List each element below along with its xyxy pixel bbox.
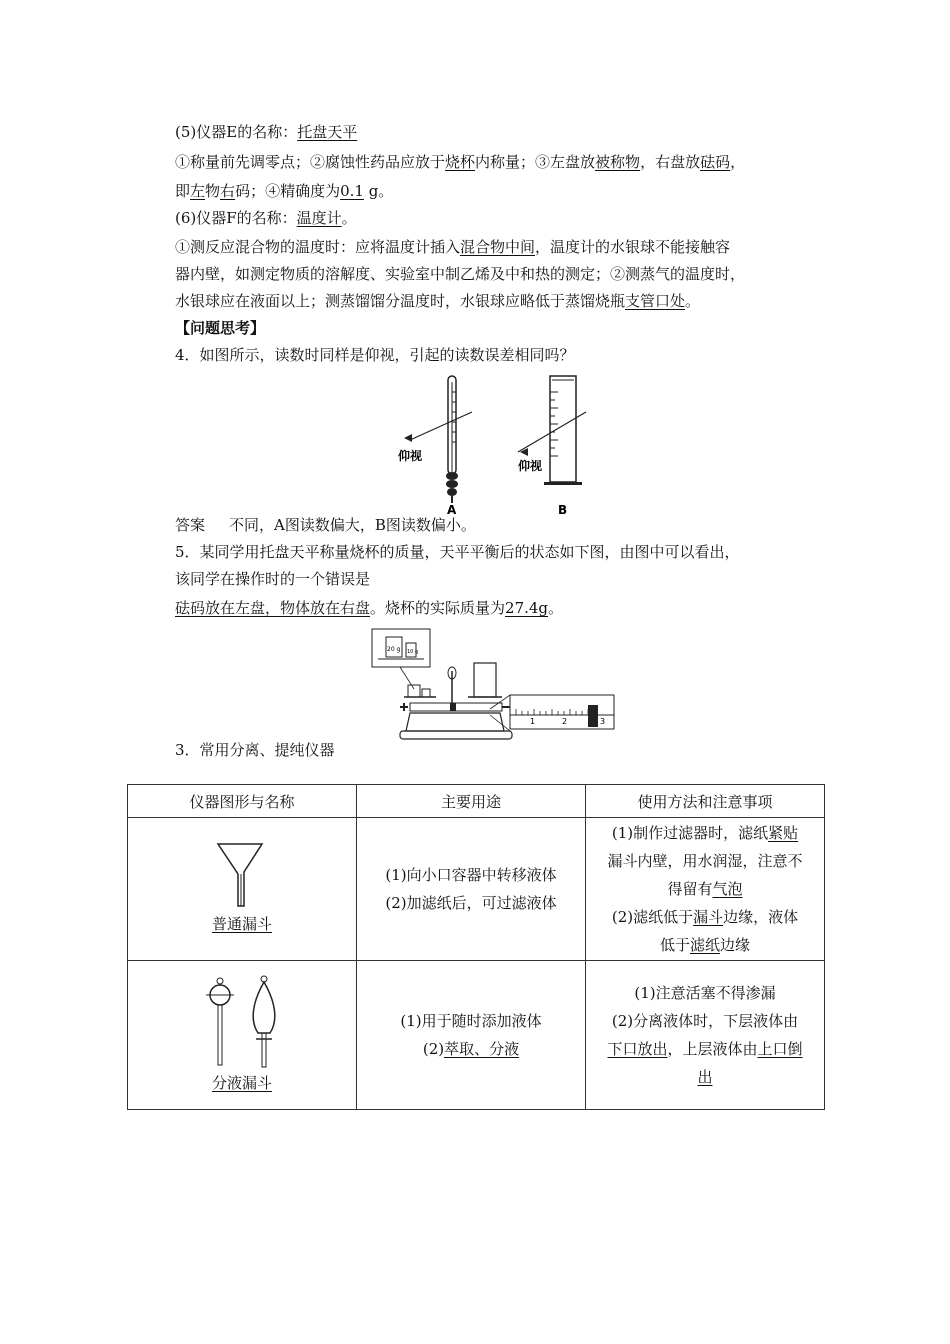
question-5-line1: 5．某同学用托盘天平称量烧杯的质量，天平平衡后的状态如下图，由图中可以看出， <box>175 543 740 561</box>
text: 低于 <box>659 936 690 954</box>
section6-line1 <box>175 236 730 258</box>
text: 得留有 <box>667 880 713 898</box>
text: (1)注意活塞不得渗漏 <box>634 984 776 1002</box>
rider <box>588 705 598 727</box>
section5-line2 <box>175 180 393 202</box>
text: g。 <box>363 182 394 200</box>
text: 水银球应在液面以上；测蒸馏馏分温度时，水银球应略低于蒸馏烧瓶 <box>175 292 626 310</box>
section5-title <box>175 121 357 143</box>
sight-line-a <box>410 412 472 440</box>
text: ，右盘放 <box>640 153 701 171</box>
col-header-notes: 使用方法和注意事项 <box>586 785 825 818</box>
thinking-heading: 【问题思考】 <box>175 319 266 337</box>
answer-text: 不同，A图读数偏大，B图读数偏小。 <box>229 516 476 534</box>
label-a: A <box>447 503 457 517</box>
scale-tick-3: 3 <box>600 717 606 726</box>
reading-figure <box>390 372 600 518</box>
weight-20g-label: 20 g <box>387 646 401 653</box>
text: (1)制作过滤器时，滤纸 <box>611 824 769 842</box>
table-header-row <box>128 785 825 818</box>
answer: 砝码 <box>700 153 731 171</box>
label-view-a: 仰视 <box>398 449 423 463</box>
answer: 滤纸 <box>689 936 720 954</box>
funnel-use-2: (2)加滤纸后，可过滤液体 <box>385 894 557 912</box>
section6-title-prefix: (6)仪器F的名称： <box>175 209 297 227</box>
scale-tick-2: 2 <box>562 717 568 726</box>
answer: 被称物 <box>595 153 641 171</box>
inset-box <box>372 629 430 667</box>
table-row <box>128 961 825 1110</box>
answer-5 <box>175 597 563 619</box>
text: (2) <box>422 1040 445 1058</box>
section6-answer-name: 温度计 <box>296 209 342 227</box>
label-b: B <box>558 503 568 517</box>
answer: 支管口处 <box>625 292 686 310</box>
text: 即 <box>175 182 191 200</box>
section6-line3 <box>175 290 700 312</box>
text: 漏斗内壁，用水润湿，注意不 <box>607 852 803 870</box>
text: 边缘，液体 <box>723 908 799 926</box>
answer: 出 <box>697 1068 713 1086</box>
sep-funnel-cell <box>128 961 357 1110</box>
answer: 紧贴 <box>768 824 799 842</box>
answer: 漏斗 <box>693 908 724 926</box>
text: 。 <box>548 599 564 617</box>
funnel-notes-cell <box>586 818 825 961</box>
scale-tick-1: 1 <box>530 717 536 726</box>
text: 边缘 <box>720 936 751 954</box>
text: (2)分离液体时，下层液体由 <box>611 1012 799 1030</box>
funnel-icon <box>212 840 272 910</box>
answer: 气泡 <box>712 880 743 898</box>
answer: 上口倒 <box>757 1040 803 1058</box>
funnel-cell <box>128 818 357 961</box>
answer-label: 答案 <box>175 516 206 534</box>
table-row <box>128 818 825 961</box>
separation-instruments-table <box>127 784 825 1110</box>
sep-funnel-notes-cell <box>586 961 825 1110</box>
balance-base <box>406 713 504 731</box>
sep-funnel-name: 分液漏斗 <box>211 1074 272 1092</box>
answer: 左 <box>190 182 206 200</box>
text: 码；④精确度为 <box>235 182 341 200</box>
section5-answer-name: 托盘天平 <box>297 123 358 141</box>
answer: 0.1 <box>340 182 364 200</box>
section5-line1 <box>175 151 745 173</box>
text: ， <box>730 153 746 171</box>
answer: 右 <box>220 182 236 200</box>
weight-10g-label: 10 g <box>407 649 419 655</box>
answer: 烧杯 <box>445 153 476 171</box>
text: 。 <box>341 209 357 227</box>
section3-heading: 3．常用分离、提纯仪器 <box>175 741 335 759</box>
text: 物 <box>205 182 221 200</box>
answer: 砝码放在左盘，物体放在右盘 <box>175 599 371 617</box>
eye-icon <box>404 434 412 442</box>
section6-line2: 器内壁，如测定物质的溶解度、实验室中制乙烯及中和热的测定；②测蒸气的温度时， <box>175 265 746 283</box>
question-4: 4．如图所示，读数时同样是仰视，引起的读数误差相同吗？ <box>175 346 575 364</box>
funnel-use-1: (1)向小口容器中转移液体 <box>385 866 557 884</box>
answer: 下口放出 <box>607 1040 668 1058</box>
text: 。烧杯的实际质量为 <box>370 599 506 617</box>
section5-title-prefix: (5)仪器E的名称： <box>175 123 298 141</box>
text: ，上层液体由 <box>667 1040 758 1058</box>
answer-4 <box>175 514 476 536</box>
col-header-use: 主要用途 <box>357 785 586 818</box>
answer: 27.4g <box>505 599 549 617</box>
sep-funnel-use-cell <box>357 961 586 1110</box>
text: 。 <box>685 292 701 310</box>
text: ①测反应混合物的温度时：应将温度计插入 <box>175 238 461 256</box>
cylinder-b <box>544 376 582 485</box>
sep-funnel-use-1: (1)用于随时添加液体 <box>400 1012 542 1030</box>
text: ①称量前先调零点；②腐蚀性药品应放于 <box>175 153 446 171</box>
balance-figure <box>370 627 618 745</box>
label-view-b: 仰视 <box>518 459 543 473</box>
section6-title <box>175 207 357 229</box>
separatory-funnel-icon <box>192 973 292 1069</box>
answer: 萃取、分液 <box>444 1040 520 1058</box>
col-header-name: 仪器图形与名称 <box>128 785 357 818</box>
funnel-name: 普通漏斗 <box>211 915 272 933</box>
funnel-use-cell <box>357 818 586 961</box>
text: 内称量；③左盘放 <box>475 153 596 171</box>
text: ，温度计的水银球不能接触容 <box>535 238 731 256</box>
question-5-line2: 该同学在操作时的一个错误是 <box>175 570 371 588</box>
answer: 混合物中间 <box>460 238 536 256</box>
eye-icon <box>520 448 528 456</box>
text: (2)滤纸低于 <box>611 908 694 926</box>
thermometer-a <box>446 376 458 503</box>
beaker <box>474 663 496 697</box>
